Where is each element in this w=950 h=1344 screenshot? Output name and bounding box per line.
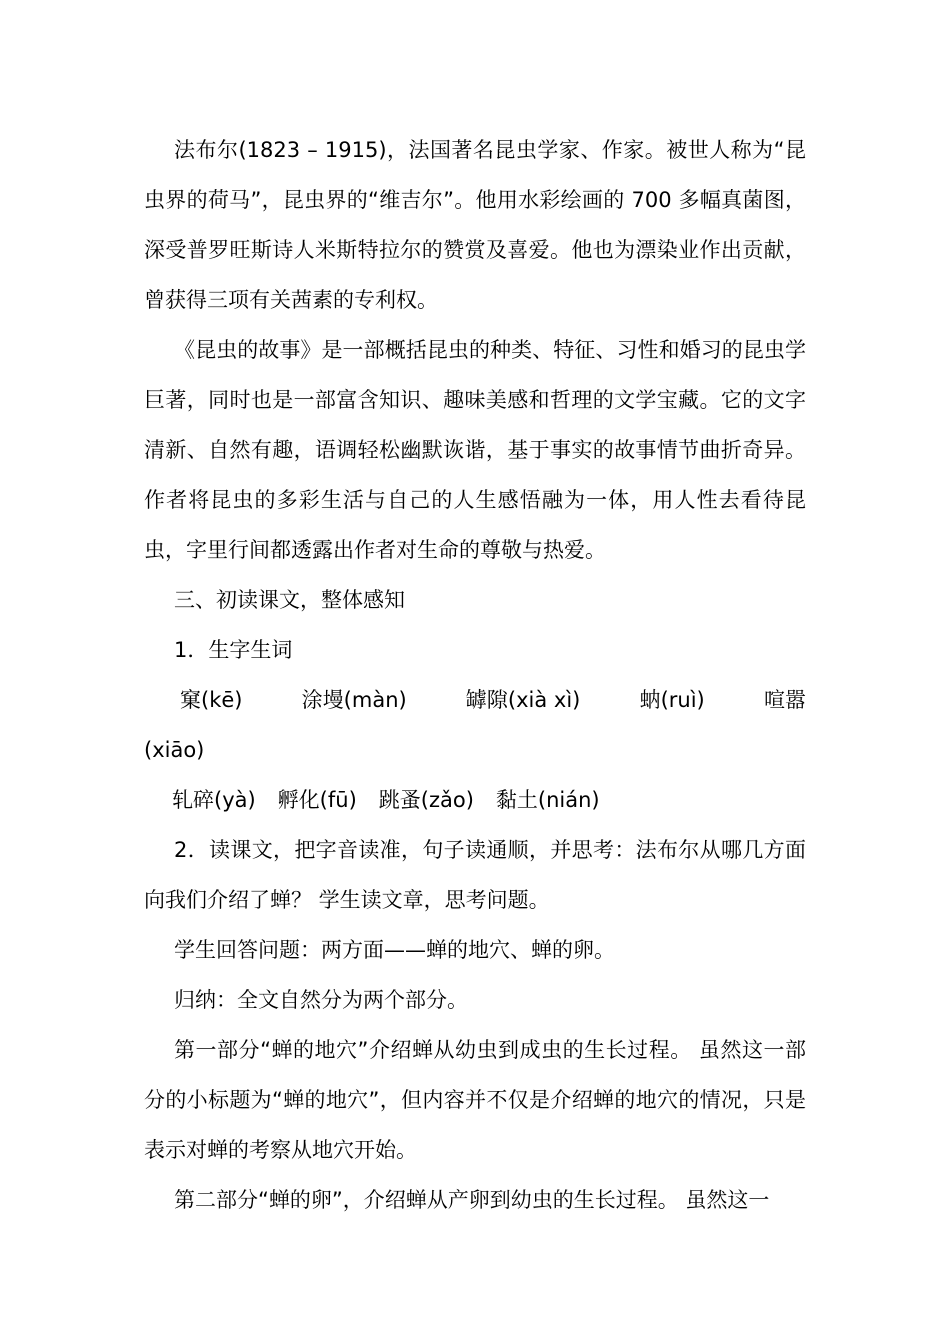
vocab-line-2 bbox=[144, 775, 806, 825]
section-heading: 三、初读课文，整体感知 bbox=[174, 588, 405, 612]
vocab-word: 跳蚤(zǎo) bbox=[378, 788, 474, 812]
vocab-word: 蚋(ruì) bbox=[639, 688, 705, 712]
paragraph-question: 2．读课文，把字音读准，句子读通顺，并思考：法布尔从哪几方面向我们介绍了蝉？ 学生读文章，思考问题。 bbox=[144, 838, 806, 912]
vocab-word: 轧碎(yà) bbox=[172, 788, 256, 812]
paragraph-book-intro: 《昆虫的故事》是一部概括昆虫的种类、特征、习性和婚习的昆虫学巨著，同时也是一部富含知识、趣味美感和哲理的文学宝藏。它的文字清新、自然有趣，语调轻松幽默诙谐，基于事实的故事情节曲折奇异。作者将昆虫的多彩生活与自己的人生感悟融为一体，用人性去看待昆虫，字里行间都透露出作者对生命的尊敬与热爱。 bbox=[144, 338, 806, 562]
vocab-line-1 bbox=[144, 675, 806, 725]
paragraph-part-two: 第二部分“蝉的卵”，介绍蝉从产卵到幼虫的生长过程。 虽然这一 bbox=[174, 1188, 770, 1212]
vocab-line-1-wrap: (xiāo) bbox=[144, 738, 205, 762]
vocab-word: 罅隙(xià xì) bbox=[465, 688, 581, 712]
list-item-vocab-title: 1．生字生词 bbox=[174, 638, 293, 662]
vocab-word: 喧嚣 bbox=[763, 688, 806, 712]
vocab-word: 孵化(fū) bbox=[277, 788, 357, 812]
paragraph-author-intro: 法布尔(1823 – 1915)，法国著名昆虫学家、作家。被世人称为“昆虫界的荷马”，昆虫界的“维吉尔”。他用水彩绘画的 700 多幅真菌图，深受普罗旺斯诗人米斯特拉尔的赞赏及喜爱。他也为漂染业作出贡献，曾获得三项有关茜素的专利权。 bbox=[144, 138, 806, 312]
vocab-word: 涂墁(màn) bbox=[301, 688, 407, 712]
vocab-word: 黏土(nián) bbox=[495, 788, 600, 812]
paragraph-summary: 归纳：全文自然分为两个部分。 bbox=[174, 988, 468, 1012]
document-page bbox=[144, 125, 806, 1225]
paragraph-answer: 学生回答问题：两方面——蝉的地穴、蝉的卵。 bbox=[174, 938, 615, 962]
paragraph-part-one: 第一部分“蝉的地穴”介绍蝉从幼虫到成虫的生长过程。 虽然这一部分的小标题为“蝉的地穴”，但内容并不仅是介绍蝉的地穴的情况，只是表示对蝉的考察从地穴开始。 bbox=[144, 1038, 806, 1162]
vocab-word: 窠(kē) bbox=[180, 688, 243, 712]
